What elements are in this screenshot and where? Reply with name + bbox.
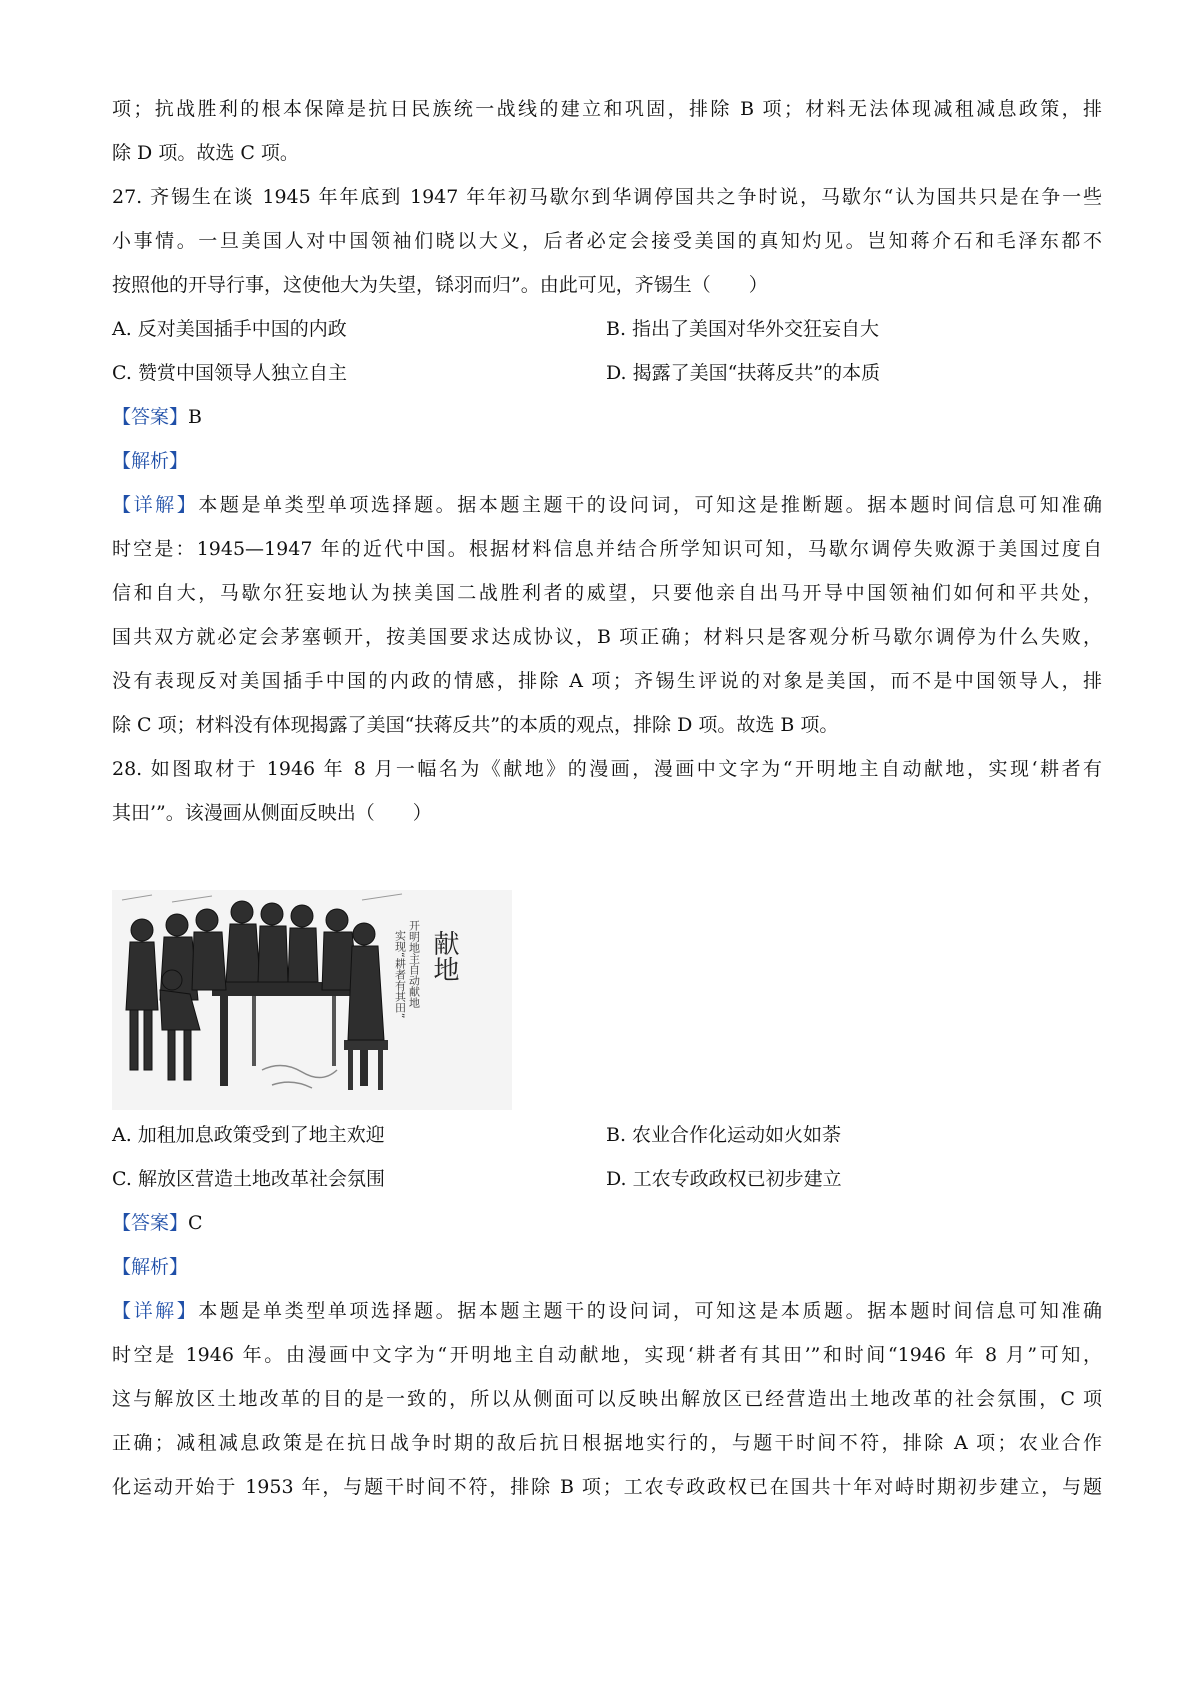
q27-stem-line-2: 小事情。一旦美国人对中国领袖们晓以大义，后者必定会接受美国的真知灼见。岂知蒋介石和毛泽东都不 xyxy=(112,230,1102,252)
q27-detail-line-6: 除 C 项；材料没有体现揭露了美国“扶蒋反共”的本质的观点，排除 D 项。故选 B 项。 xyxy=(112,714,839,736)
q28-option-b: B. 农业合作化运动如火如荼 xyxy=(606,1124,842,1146)
q28-detail-line-2: 时空是 1946 年。由漫画中文字为“开明地主自动献地，实现‘耕者有其田’”和时间“1946 年 8 月”可知， xyxy=(112,1344,1102,1366)
q28-analysis-label: 【解析】 xyxy=(112,1256,189,1278)
q27-detail-line-1 xyxy=(112,492,1102,518)
q28-answer-line xyxy=(112,1210,203,1236)
q28-answer-value: C xyxy=(188,1212,203,1234)
q27-option-c: C. 赞赏中国领导人独立自主 xyxy=(112,362,347,384)
q27-detail-line-2: 时空是：1945—1947 年的近代中国。根据材料信息并结合所学知识可知，马歇尔调停失败源于美国过度自 xyxy=(112,538,1102,560)
q27-analysis-label: 【解析】 xyxy=(112,450,189,472)
q27-answer-line xyxy=(112,404,202,430)
q27-detail-tag: 【详解】 xyxy=(112,494,199,516)
q27-answer-value: B xyxy=(188,406,202,428)
q28-analysis-tag xyxy=(112,1254,188,1280)
q28-option-c: C. 解放区营造土地改革社会氛围 xyxy=(112,1168,385,1190)
q27-analysis-tag xyxy=(112,448,188,474)
q27-stem-line-3: 按照他的开导行事，这使他大为失望，铩羽而归”。由此可见，齐锡生（ ） xyxy=(112,274,768,296)
q28-option-a: A. 加租加息政策受到了地主欢迎 xyxy=(112,1124,385,1146)
q27-option-a: A. 反对美国插手中国的内政 xyxy=(112,318,347,340)
cartoon-caption-2: 实现“耕者有其田” xyxy=(393,930,407,1019)
q28-detail-line-1 xyxy=(112,1298,1102,1324)
q28-detail-line-3: 这与解放区土地改革的目的是一致的，所以从侧面可以反映出解放区已经营造出土地改革的社会氛围，C 项 xyxy=(112,1388,1102,1410)
q28-detail-text-1: 本题是单类型单项选择题。据本题主题干的设问词，可知这是本质题。据本题时间信息可知准确 xyxy=(198,1300,1102,1322)
q27-detail-text-1: 本题是单类型单项选择题。据本题主题干的设问词，可知这是推断题。据本题时间信息可知准确 xyxy=(198,494,1102,516)
cartoon-caption-1: 开明地主自动献地 xyxy=(407,920,421,1008)
q28-detail-tag: 【详解】 xyxy=(112,1300,199,1322)
q27-detail-line-3: 信和自大，马歇尔狂妄地认为挟美国二战胜利者的威望，只要他亲自出马开导中国领袖们如何和平共处， xyxy=(112,582,1102,604)
cartoon-title: 献地 xyxy=(429,930,459,982)
q28-stem-line-1: 28. 如图取材于 1946 年 8 月一幅名为《献地》的漫画，漫画中文字为“开明地主自动献地，实现‘耕者有 xyxy=(112,758,1102,780)
prev-analysis-line-2: 除 D 项。故选 C 项。 xyxy=(112,142,299,164)
q27-option-b: B. 指出了美国对华外交狂妄自大 xyxy=(606,318,880,340)
q27-option-d: D. 揭露了美国“扶蒋反共”的本质 xyxy=(606,362,881,384)
q28-detail-line-5: 化运动开始于 1953 年，与题干时间不符，排除 B 项；工农专政政权已在国共十年对峙时期初步建立，与题 xyxy=(112,1476,1102,1498)
q28-detail-line-4: 正确；减租减息政策是在抗日战争时期的敌后抗日根据地实行的，与题干时间不符，排除 A 项；农业合作 xyxy=(112,1432,1102,1454)
q28-option-d: D. 工农专政政权已初步建立 xyxy=(606,1168,842,1190)
q28-answer-tag: 【答案】 xyxy=(112,1212,189,1234)
prev-analysis-line-1: 项；抗战胜利的根本保障是抗日民族统一战线的建立和巩固，排除 B 项；材料无法体现减租减息政策，排 xyxy=(112,98,1102,120)
cartoon-drawing xyxy=(112,890,512,1110)
q27-detail-line-4: 国共双方就必定会茅塞顿开，按美国要求达成协议，B 项正确；材料只是客观分析马歇尔调停为什么失败， xyxy=(112,626,1102,648)
q27-detail-line-5: 没有表现反对美国插手中国的内政的情感，排除 A 项；齐锡生评说的对象是美国，而不是中国领导人，排 xyxy=(112,670,1102,692)
q28-stem-line-2: 其田’”。该漫画从侧面反映出（ ） xyxy=(112,802,432,824)
q27-stem-line-1: 27. 齐锡生在谈 1945 年年底到 1947 年年初马歇尔到华调停国共之争时说，马歇尔“认为国共只是在争一些 xyxy=(112,186,1102,208)
cartoon-image xyxy=(112,890,512,1110)
q27-answer-tag: 【答案】 xyxy=(112,406,189,428)
